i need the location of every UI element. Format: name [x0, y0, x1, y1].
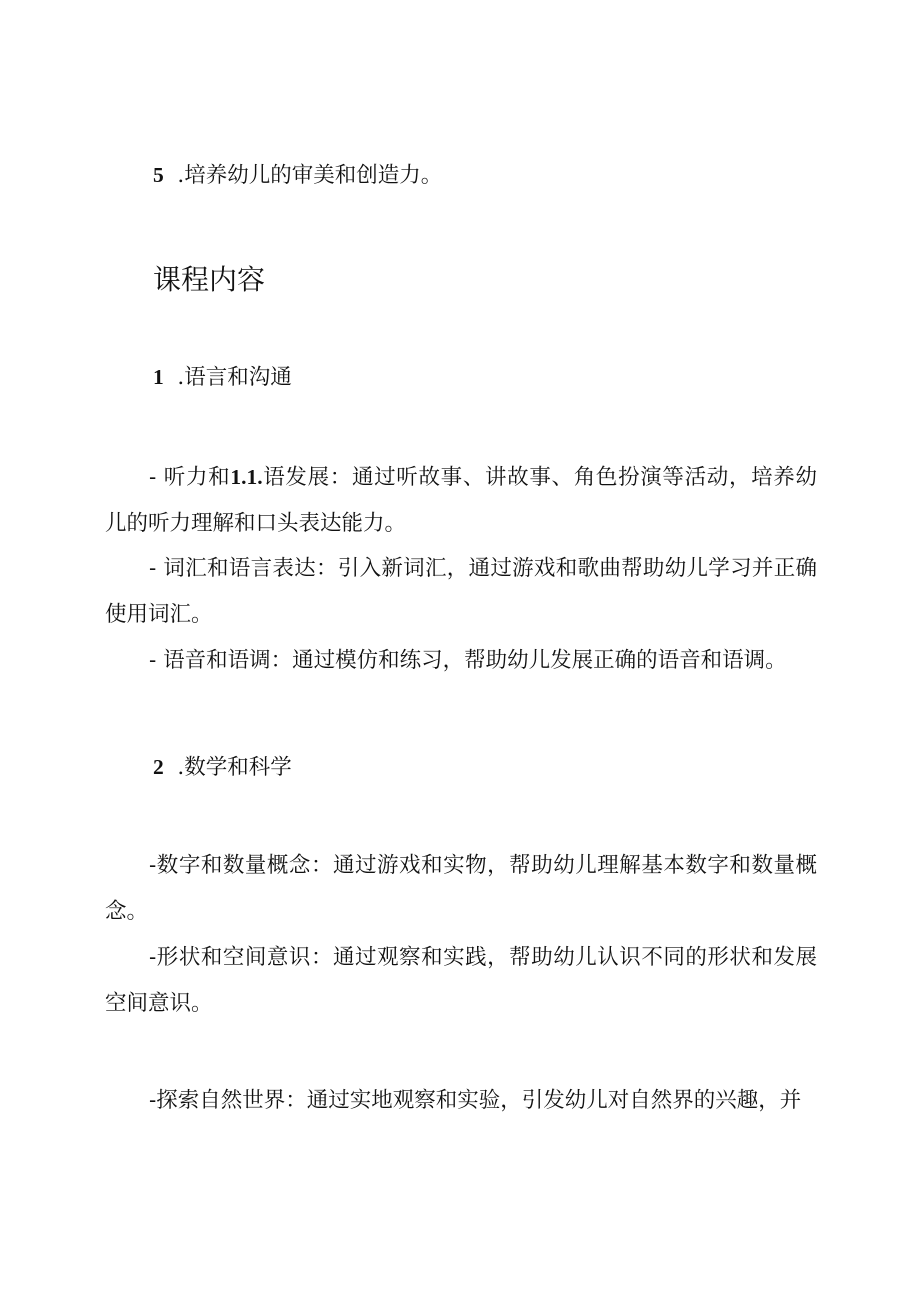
subsection-2-title: [153, 752, 292, 783]
list-item-numbers: -数字和数量概念：通过游戏和实物，帮助幼儿理解基本数字和数量概念。: [105, 853, 817, 924]
list-item-listening: [105, 454, 817, 547]
list-item-pronunciation: - 语音和语调：通过模仿和练习，帮助幼儿发展正确的语音和语调。: [149, 648, 787, 673]
list-item-suffix: 语发展：通过听故事、讲故事、角色扮演等活动，培养幼儿的听力理解和口头表达能力。: [105, 465, 817, 536]
goal-text: .培养幼儿的审美和创造力。: [177, 163, 443, 188]
subsection-1-title: [153, 362, 292, 393]
subsection-number: 2: [153, 755, 164, 779]
list-item-vocabulary: - 词汇和语言表达：引入新词汇，通过游戏和歌曲帮助幼儿学习并正确使用词汇。: [105, 556, 817, 627]
subsection-text: .数学和科学: [177, 755, 292, 780]
list-item-nature: -探索自然世界：通过实地观察和实验，引发幼儿对自然界的兴趣，并: [149, 1088, 802, 1113]
section-title: 课程内容: [153, 263, 266, 296]
list-item-bold: 1.1.: [230, 465, 263, 489]
goal-item-5: [153, 160, 442, 191]
list-item-prefix: - 听力和: [149, 465, 231, 490]
subsection-text: .语言和沟通: [177, 365, 292, 390]
subsection-number: 1: [153, 365, 164, 389]
list-item-shapes: -形状和空间意识：通过观察和实践，帮助幼儿认识不同的形状和发展空间意识。: [105, 945, 817, 1016]
goal-number: 5: [153, 163, 164, 187]
